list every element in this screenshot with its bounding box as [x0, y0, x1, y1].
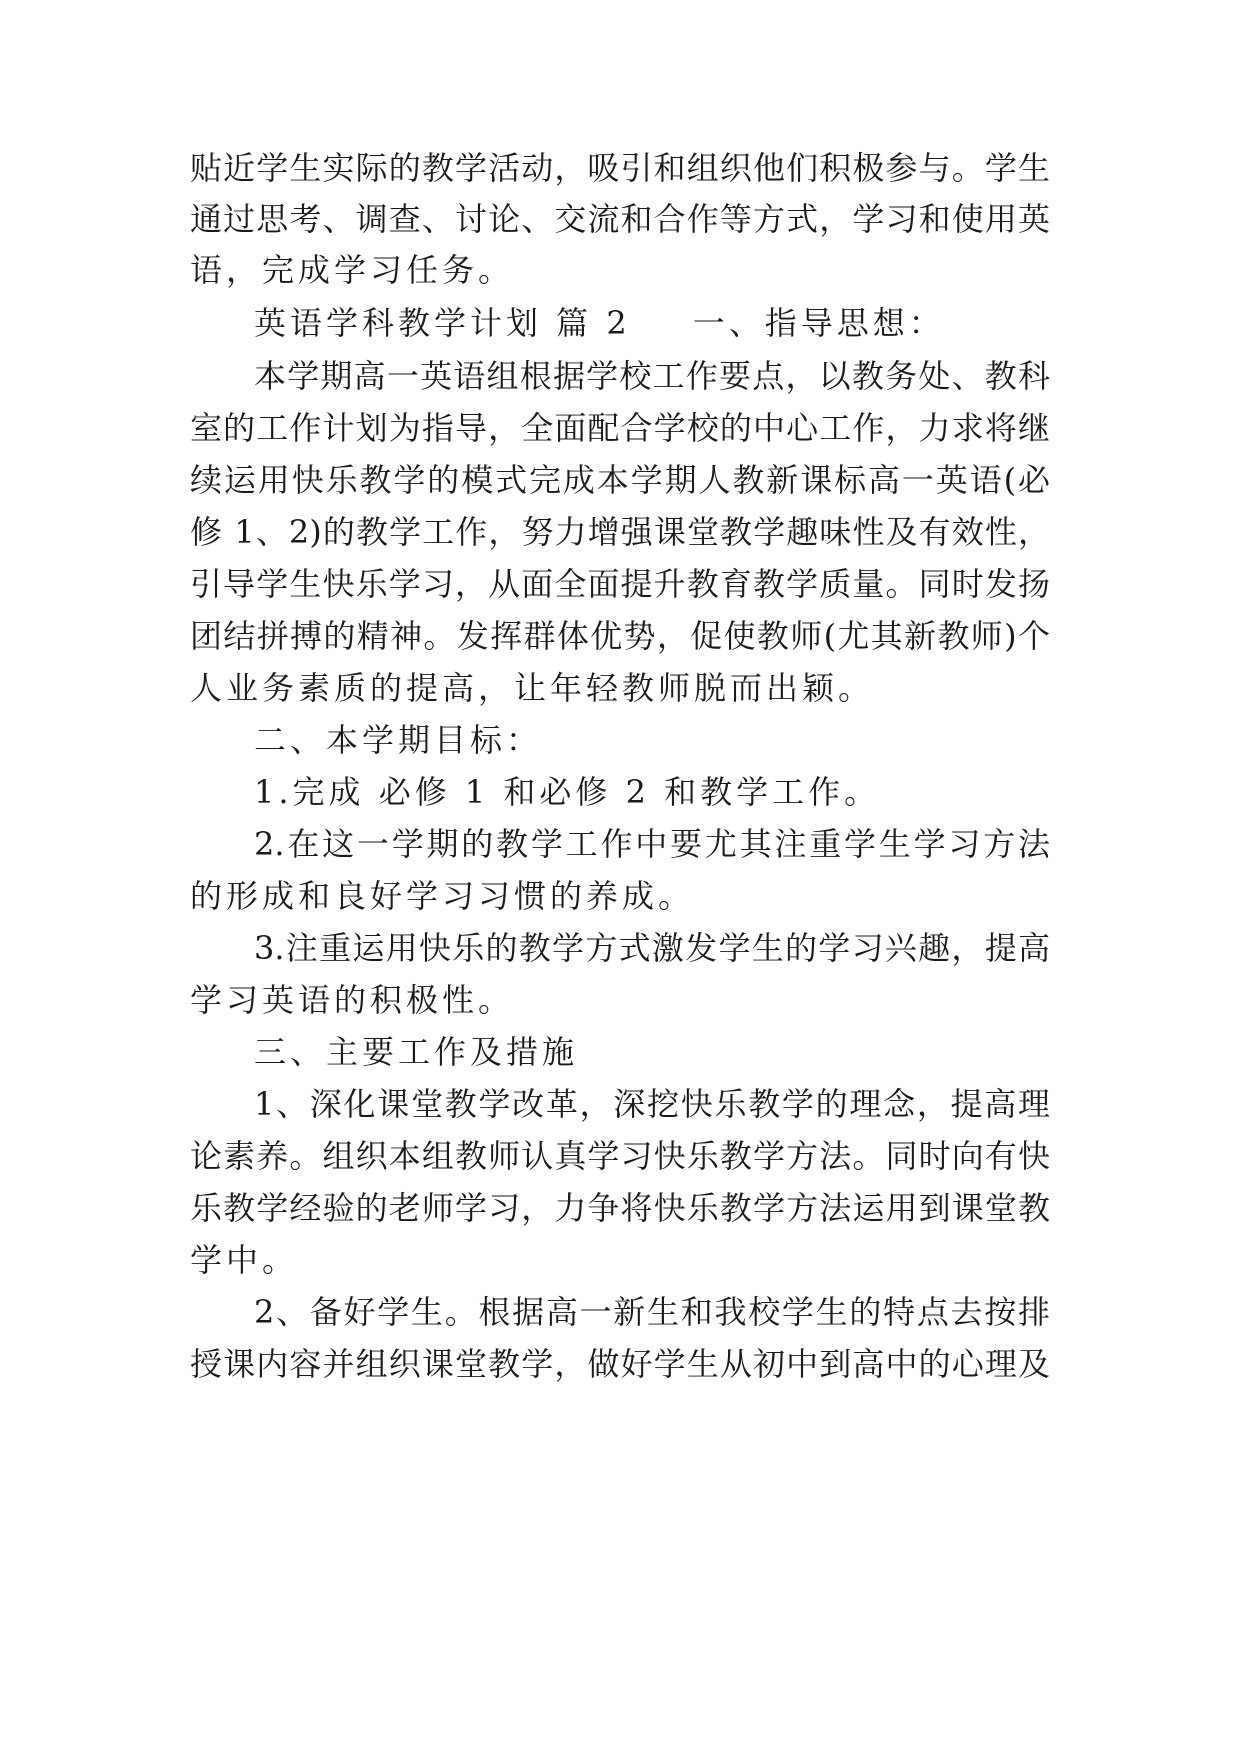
heading-line	[254, 303, 1050, 343]
body-text-line: 贴近学生实际的教学活动，吸引和组织他们积极参与。学生	[190, 149, 1050, 187]
body-text-line: 的形成和良好学习习惯的养成。	[190, 877, 695, 915]
subsection-heading: 三、主要工作及措施	[254, 1033, 579, 1071]
section-title: 英语学科教学计划 篇 2	[254, 304, 631, 342]
body-text-line: 学习英语的积极性。	[190, 981, 515, 1019]
list-item: 1、深化课堂教学改革，深挖快乐教学的理念，提高理	[254, 1085, 1050, 1123]
body-text-line: 通过思考、调查、讨论、交流和合作等方式，学习和使用英	[190, 200, 1050, 238]
body-text-line: 论素养。组织本组教师认真学习快乐教学方法。同时向有快	[190, 1137, 1050, 1175]
subsection-heading: 二、本学期目标：	[254, 721, 543, 759]
body-text-line: 修 1、2)的教学工作，努力增强课堂教学趣味性及有效性，	[190, 513, 1050, 551]
list-item: 2.在这一学期的教学工作中要尤其注重学生学习方法	[254, 825, 1050, 863]
body-text-line: 引导学生快乐学习，从面全面提升教育教学质量。同时发扬	[190, 565, 1050, 603]
body-text-line: 授课内容并组织课堂教学，做好学生从初中到高中的心理及	[190, 1345, 1050, 1383]
list-item: 1.完成 必修 1 和必修 2 和教学工作。	[254, 773, 881, 811]
list-item: 3.注重运用快乐的教学方式激发学生的学习兴趣，提高	[254, 929, 1050, 967]
body-text-line: 团结拼搏的精神。发挥群体优势，促使教师(尤其新教师)个	[190, 617, 1050, 655]
body-text-line: 续运用快乐教学的模式完成本学期人教新课标高一英语(必	[190, 461, 1050, 499]
body-text-line: 语，完成学习任务。	[190, 251, 515, 289]
body-text-line: 本学期高一英语组根据学校工作要点，以教务处、教科	[254, 357, 1050, 395]
list-item: 2、备好学生。根据高一新生和我校学生的特点去按排	[254, 1293, 1050, 1331]
body-text-line: 学中。	[190, 1241, 299, 1279]
body-text-line: 乐教学经验的老师学习，力争将快乐教学方法运用到课堂教	[190, 1189, 1050, 1227]
body-text-line: 人业务素质的提高，让年轻教师脱而出颖。	[190, 669, 875, 707]
subsection-heading: 一、指导思想：	[692, 304, 945, 342]
body-text-line: 室的工作计划为指导，全面配合学校的中心工作，力求将继	[190, 409, 1050, 447]
